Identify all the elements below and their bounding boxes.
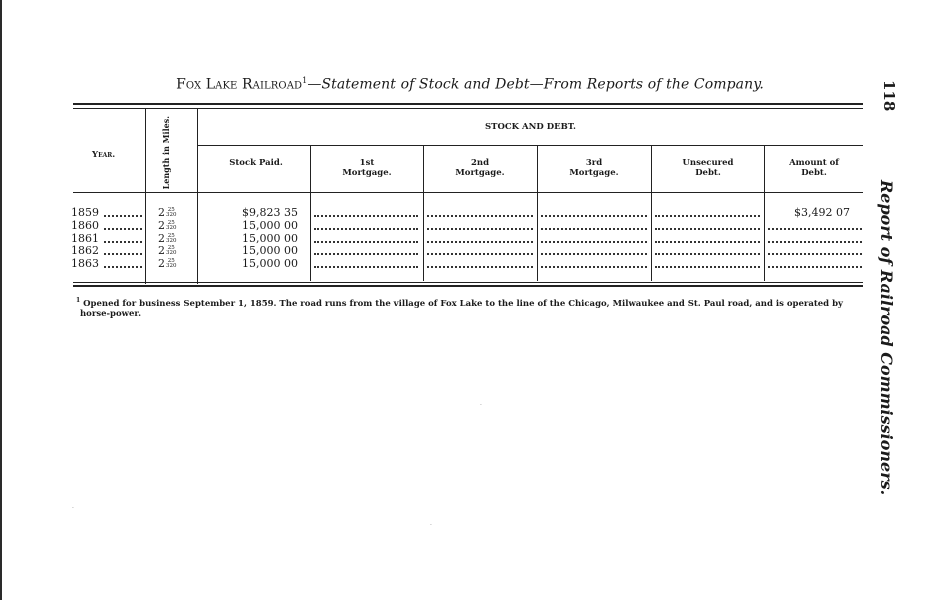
title-subtitle: —Statement of Stock and Debt—From Reports of the Company.: [307, 76, 764, 93]
page-edge: [0, 0, 2, 600]
leader-dots: [104, 241, 142, 243]
divider-col-3: [537, 145, 538, 281]
leader-dots: [541, 253, 647, 255]
paper-speck: ·: [480, 402, 482, 409]
leader-dots: [314, 253, 418, 255]
divider-col-1: [310, 145, 311, 281]
railroad-name: Fox Lake Railroad: [176, 76, 303, 93]
leader-dots: [314, 266, 418, 268]
bottom-rule-thick: [73, 285, 863, 287]
title-footnote-mark: 1: [302, 76, 308, 85]
row-length: 2 25 320: [158, 244, 177, 257]
row-length: 2 25 320: [158, 257, 177, 270]
paper-speck: ·: [72, 505, 74, 512]
leader-dots: [541, 228, 647, 230]
divider-col-2: [423, 145, 424, 281]
divider-col-4: [651, 145, 652, 281]
leader-dots: [768, 266, 862, 268]
row-length: 2 25 320: [158, 219, 177, 232]
leader-dots: [427, 253, 533, 255]
leader-dots: [104, 215, 142, 217]
col-header-unsecured-debt: Unsecured Debt.: [682, 158, 734, 178]
divider-col-5: [764, 145, 765, 281]
row-stock-paid: 15,000 00: [242, 244, 298, 257]
footnote-text: Opened for business September 1, 1859. The road runs from the village of Fox Lake to the line of the Chicago, Milwaukee and St. Paul road, and is operated by horse-power.: [80, 298, 843, 319]
leader-dots: [427, 228, 533, 230]
divider-year-length: [145, 109, 146, 284]
leader-dots: [768, 228, 862, 230]
row-length: 2 25 320: [158, 206, 177, 219]
leader-dots: [655, 228, 760, 230]
length-header: [150, 115, 194, 190]
leader-dots: [541, 215, 647, 217]
leader-dots: [541, 266, 647, 268]
paper-speck: ·: [430, 522, 432, 529]
leader-dots: [314, 215, 418, 217]
row-length: 2 25 320: [158, 232, 177, 245]
stock-debt-header: STOCK AND DEBT.: [485, 122, 576, 132]
leader-dots: [768, 241, 862, 243]
leader-dots: [104, 253, 142, 255]
leader-dots: [655, 253, 760, 255]
length-header-text: Length in Miles.: [161, 115, 171, 190]
page-number: 118: [880, 80, 898, 112]
leader-dots: [314, 241, 418, 243]
year-header: Year.: [92, 150, 116, 160]
row-stock-paid: $9,823 35: [242, 206, 298, 219]
leader-dots: [655, 266, 760, 268]
row-year: 1862: [71, 244, 99, 257]
row-year: 1863: [71, 257, 99, 270]
col-header-stock-paid: Stock Paid.: [229, 158, 283, 168]
col-header-third-mortgage: 3rd Mortgage.: [569, 158, 619, 178]
leader-dots: [655, 241, 760, 243]
leader-dots: [768, 253, 862, 255]
leader-dots: [427, 241, 533, 243]
leader-dots: [427, 215, 533, 217]
footnote: [76, 296, 860, 319]
leader-dots: [427, 266, 533, 268]
row-amount-of-debt: $3,492 07: [794, 206, 850, 219]
row-year: 1861: [71, 232, 99, 245]
leader-dots: [104, 228, 142, 230]
row-stock-paid: 15,000 00: [242, 257, 298, 270]
header-bottom-rule: [73, 192, 863, 193]
col-header-second-mortgage: 2nd Mortgage.: [455, 158, 505, 178]
leader-dots: [541, 241, 647, 243]
row-stock-paid: 15,000 00: [242, 232, 298, 245]
row-year: 1860: [71, 219, 99, 232]
row-stock-paid: 15,000 00: [242, 219, 298, 232]
top-rule-thick: [73, 103, 863, 105]
leader-dots: [655, 215, 760, 217]
col-header-first-mortgage: 1st Mortgage.: [342, 158, 392, 178]
footnote-mark: 1: [76, 297, 81, 304]
running-head: Report of Railroad Commissioners.: [877, 180, 896, 496]
leader-dots: [314, 228, 418, 230]
col-header-amount-of-debt: Amount of Debt.: [789, 158, 839, 178]
bottom-rule-thin: [73, 282, 863, 283]
page-title: [75, 76, 865, 93]
top-rule-thin: [73, 108, 863, 109]
divider-length-stock: [197, 109, 198, 284]
leader-dots: [104, 266, 142, 268]
row-year: 1859: [71, 206, 99, 219]
